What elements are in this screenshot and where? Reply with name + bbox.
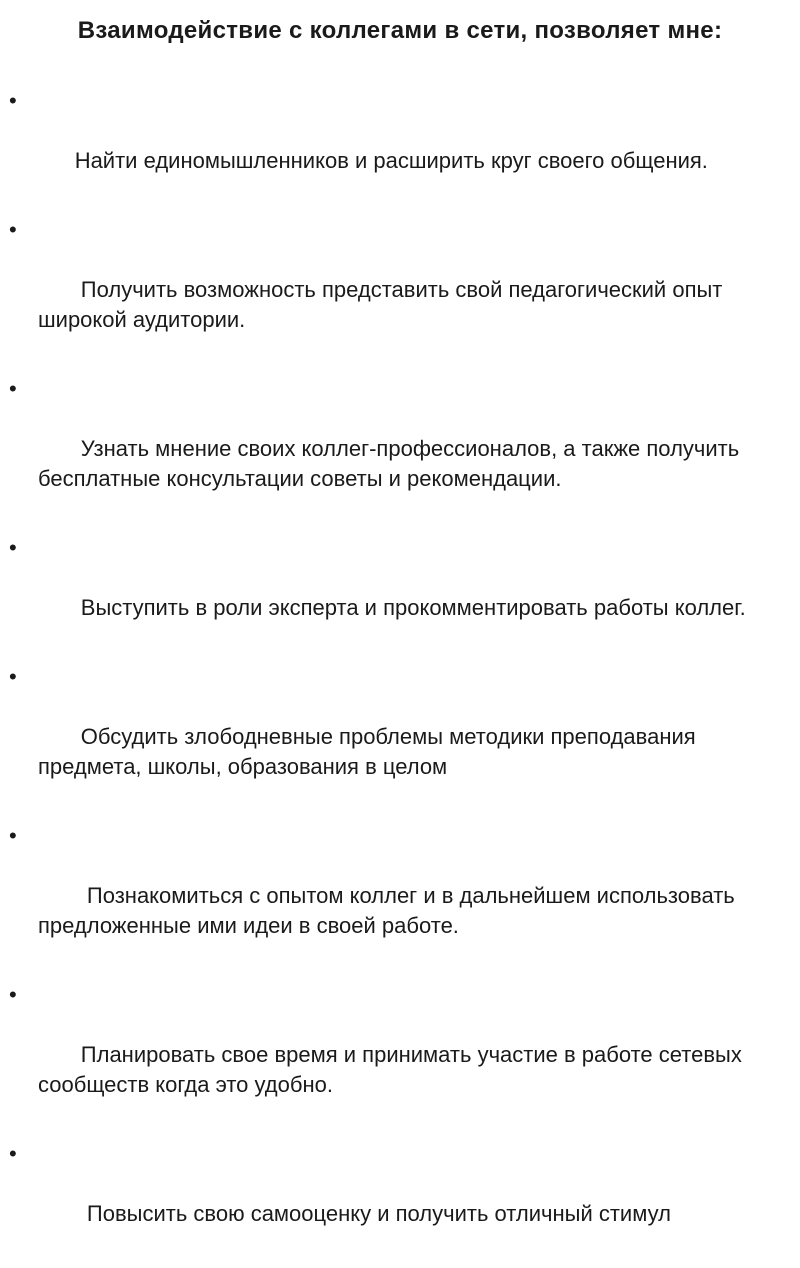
bullet-text: Узнать мнение своих коллег-профессионалов, а также получить бесплатные консультации советы и рекомендации. bbox=[38, 436, 746, 491]
bullet-text: Выступить в роли эксперта и прокомментировать работы коллег. bbox=[74, 595, 746, 620]
bullet-item bbox=[0, 821, 800, 971]
bullet-icon: • bbox=[9, 664, 17, 689]
bullet-text: Повысить свою самооценку и получить отличный стимул bbox=[74, 1201, 671, 1226]
bullet-icon: • bbox=[9, 982, 17, 1007]
bullet-item bbox=[0, 215, 800, 365]
bullet-text: Получить возможность представить свой педагогический опыт широкой аудитории. bbox=[38, 277, 729, 332]
bullet-item bbox=[0, 86, 800, 206]
bullet-list bbox=[0, 86, 800, 1268]
bullet-icon: • bbox=[9, 535, 17, 560]
slide-title: Взаимодействие с коллегами в сети, позволяет мне: bbox=[77, 17, 723, 44]
bullet-item bbox=[0, 662, 800, 812]
bullet-icon: • bbox=[9, 823, 17, 848]
bullet-icon: • bbox=[9, 376, 17, 401]
bullet-icon: • bbox=[9, 1141, 17, 1166]
bullet-item bbox=[0, 374, 800, 524]
bullet-item bbox=[0, 1139, 800, 1259]
bullet-icon: • bbox=[9, 88, 17, 113]
bullet-text: Познакомиться с опытом коллег и в дальнейшем использовать предложенные ими идеи в своей работе. bbox=[38, 883, 741, 938]
bullet-text: Обсудить злободневные проблемы методики преподавания предмета, школы, образования в целом bbox=[38, 724, 702, 779]
bullet-item bbox=[0, 533, 800, 653]
bullet-text: Найти единомышленников и расширить круг своего общения. bbox=[74, 148, 708, 173]
bullet-icon: • bbox=[9, 217, 17, 242]
bullet-item bbox=[0, 980, 800, 1130]
bullet-text: Планировать свое время и принимать участие в работе сетевых сообществ когда это удобно. bbox=[38, 1042, 748, 1097]
